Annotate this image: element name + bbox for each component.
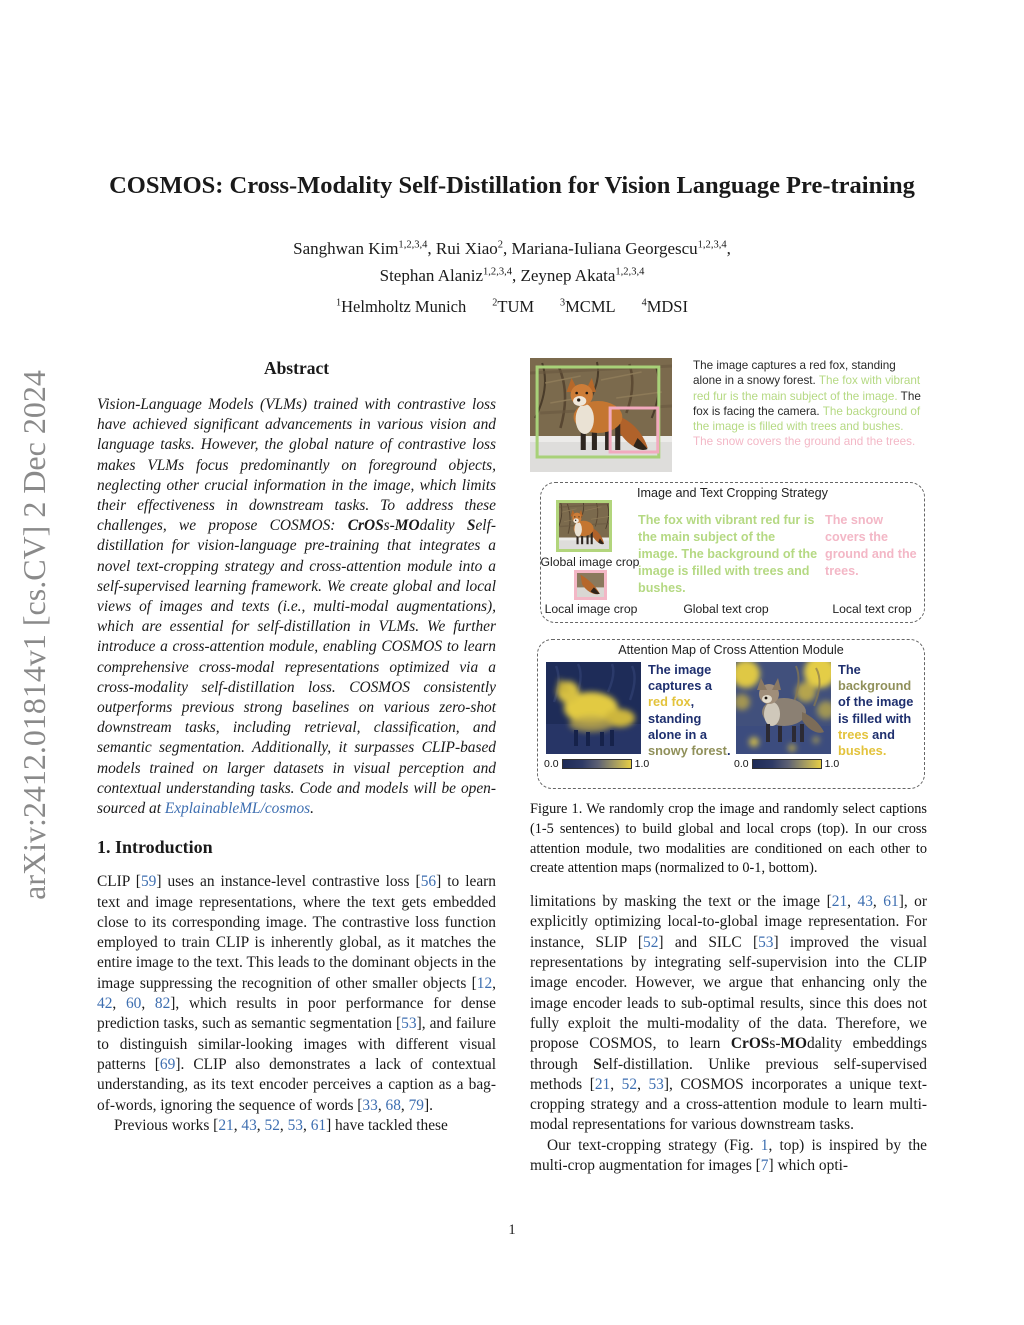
citation-ref[interactable]: 82 bbox=[154, 995, 171, 1013]
intro-paragraph-2: Previous works [21, 43, 52, 53, 61] have tackled these bbox=[114, 1116, 448, 1134]
attention-map-image-background-highlight bbox=[736, 662, 831, 754]
citation-ref[interactable]: 59 bbox=[140, 873, 157, 891]
citation-ref[interactable]: 33 bbox=[362, 1096, 378, 1114]
citation-ref[interactable]: 69 bbox=[159, 1055, 176, 1073]
figure-1-top-row bbox=[530, 358, 927, 472]
citation-ref[interactable]: 1 bbox=[760, 1136, 769, 1154]
citation-ref[interactable]: 43 bbox=[857, 893, 873, 911]
citation-ref[interactable]: 53 bbox=[401, 1015, 417, 1033]
colorbar-min-label: 0.0 bbox=[544, 758, 559, 770]
colorbar-gradient-icon bbox=[752, 759, 822, 769]
fox-photo-image bbox=[530, 358, 672, 472]
colorbar-min-label: 0.0 bbox=[734, 758, 749, 770]
citation-ref[interactable]: 7 bbox=[760, 1157, 769, 1175]
citation-ref[interactable]: 52 bbox=[264, 1116, 280, 1134]
citation-ref[interactable]: 53 bbox=[287, 1116, 303, 1134]
global-image-crop-thumbnail bbox=[556, 500, 612, 552]
affiliations-line: $^1$Helmholtz Munich $^2$TUM $^3$MCML $^4$MDSI bbox=[336, 297, 688, 316]
attention-map-image-fox-highlight bbox=[546, 662, 641, 754]
citation-ref[interactable]: 21 bbox=[831, 893, 848, 911]
global-text-crop: The fox with vibrant red fur is the main subject of the image. The background of the image is filled with trees and bushes. bbox=[638, 513, 818, 595]
citation-ref[interactable]: 79 bbox=[408, 1096, 424, 1114]
external-link[interactable]: ExplainableML/cosmos bbox=[164, 800, 311, 818]
attention-map-box bbox=[537, 639, 925, 789]
colorbar-gradient-icon bbox=[562, 759, 632, 769]
citation-ref[interactable]: 21 bbox=[218, 1116, 234, 1134]
citation-ref[interactable]: 53 bbox=[648, 1075, 664, 1093]
cropping-strategy-box bbox=[540, 482, 925, 623]
citation-ref[interactable]: 42 bbox=[97, 995, 113, 1013]
citation-ref[interactable]: 61 bbox=[883, 893, 899, 911]
citation-ref[interactable]: 12 bbox=[476, 974, 493, 992]
attention-left-colorbar bbox=[544, 758, 649, 770]
abstract-heading: Abstract bbox=[263, 358, 330, 378]
global-text-crop-label: Global text crop bbox=[683, 602, 769, 616]
figure-1 bbox=[530, 358, 927, 789]
citation-ref[interactable]: 61 bbox=[310, 1116, 327, 1134]
figure-1-image-caption: The image captures a red fox, standing alone in a snowy forest. The fox with vibrant red fur is the main subject of the image. The fox is facing the camera. The background of the image is filled with trees and bushes. The snow covers the ground and the trees. bbox=[693, 359, 921, 449]
right-paragraph-2: Our text-cropping strategy (Fig. 1, top) is inspired by the multi-crop augmentation for images [7] which opti- bbox=[530, 1136, 928, 1175]
attention-right-caption: The background of the image is filled with trees and bushes. bbox=[838, 662, 914, 759]
abstract-text: Vision-Language Models (VLMs) trained with contrastive loss have achieved significant advancements in various vision and language tasks. However, the global nature of contrastive loss makes VLMs focus predominantly on foreground objects, neglecting other crucial information in the image, which limits their effectiveness in downstream tasks. To address these challenges, we propose COSMOS: CrOSs-MOdality Self-distillation for vision-language pre-training that integrates a novel text-cropping strategy and cross-attention module into a self-supervised learning framework. We create global and local views of images and texts (i.e., multi-modal augmentations), which are essential for self-distillation in VLMs. We further introduce a cross-attention module, enabling COSMOS to learn comprehensive cross-modal representations optimized via a cross-modality self-distillation loss. COSMOS consistently outperforms previous strong baselines on various zero-shot downstream tasks, including retrieval, classification, and semantic segmentation. Additionally, it surpasses CLIP-based models trained on larger datasets in visual perception and contextual understanding tasks. Code and models will be open-sourced at ExplainableML/cosmos. bbox=[97, 396, 496, 818]
right-column bbox=[530, 358, 927, 1176]
local-image-crop-label: Local image crop bbox=[544, 602, 638, 616]
attention-box-title: Attention Map of Cross Attention Module bbox=[618, 643, 844, 657]
page-number: 1 bbox=[508, 1222, 516, 1238]
author-line-1: Sanghwan Kim$^{1,2,3,4}$, Rui Xiao$^2$, Mariana-Iuliana Georgescu$^{1,2,3,4}$, bbox=[293, 239, 731, 258]
right-paragraph-1: limitations by masking the text or the image [21, 43, 61], or explicitly optimizing local-to-global image representation. For instance, SLIP [52] and SILC [53] improved the visual representations by integrating self-supervision into the CLIP image encoder. However, we argue that enhancing only the image encoder leads to sub-optimal results, since this does not fully exploit the multi-modality of the data. Therefore, we propose COSMOS, to learn CrOSs-MOdality embeddings through Self-distillation. Unlike previous self-supervised methods [21, 52, 53], COSMOS incorporates a unique text-cropping strategy and a cross-attention module to learn multi-modal representations for various downstream tasks. bbox=[530, 893, 927, 1134]
cropping-box-title: Image and Text Cropping Strategy bbox=[637, 486, 828, 500]
attention-left-caption: The image captures a red fox, standing alone in a snowy forest. bbox=[648, 662, 731, 759]
arxiv-watermark: arXiv:2412.01814v1 [cs.CV] 2 Dec 2024 bbox=[16, 370, 52, 900]
intro-paragraph-1: CLIP [59] uses an instance-level contrastive loss [56] to learn text and image representations, where the text gets embedded close to its corresponding image. The contrastive loss function employed to train CLIP is inherently global, as it matches the entire image to the text. This leads to the dominant objects in the image suppressing the recognition of other smaller objects [12, 42, 60, 82], which results in poor performance for dense prediction tasks, such as semantic segmentation [53], and failure to distinguish similar-looking images with different visual patterns [69]. CLIP also demonstrates a lack of contextual understanding, as its text encoder perceives a caption as a bag-of-words, ignoring the sequence of words [33, 68, 79]. bbox=[97, 873, 496, 1114]
local-text-crop: The snow covers the ground and the trees. bbox=[825, 513, 917, 578]
local-text-crop-label: Local text crop bbox=[832, 602, 912, 616]
colorbar-max-label: 1.0 bbox=[634, 758, 650, 770]
citation-ref[interactable]: 21 bbox=[594, 1075, 611, 1093]
citation-ref[interactable]: 52 bbox=[643, 933, 659, 951]
attention-right-colorbar bbox=[734, 758, 839, 770]
global-image-crop-label: Global image crop bbox=[540, 555, 640, 569]
figure-1-caption: Figure 1. We randomly crop the image and randomly select captions (1-5 sentences) to build global and local crops (top). In our cross attention module, two modalities are conditioned on each other to create attention maps (normalized to 0-1, bottom). bbox=[530, 801, 927, 877]
citation-ref[interactable]: 43 bbox=[241, 1116, 257, 1134]
author-line-2: Stephan Alaniz$^{1,2,3,4}$, Zeynep Akata$^{1,2,3,4}$ bbox=[379, 266, 645, 285]
citation-ref[interactable]: 60 bbox=[125, 995, 142, 1013]
local-image-crop-thumbnail bbox=[574, 570, 607, 600]
citation-ref[interactable]: 56 bbox=[420, 873, 437, 891]
colorbar-max-label: 1.0 bbox=[824, 758, 840, 770]
left-column bbox=[97, 358, 496, 1136]
citation-ref[interactable]: 52 bbox=[621, 1075, 638, 1093]
section-heading-introduction: 1. Introduction bbox=[97, 837, 213, 858]
citation-ref[interactable]: 53 bbox=[758, 933, 774, 951]
paper-title: COSMOS: Cross-Modality Self-Distillation for Vision Language Pre-training bbox=[109, 172, 915, 199]
citation-ref[interactable]: 68 bbox=[385, 1096, 401, 1114]
